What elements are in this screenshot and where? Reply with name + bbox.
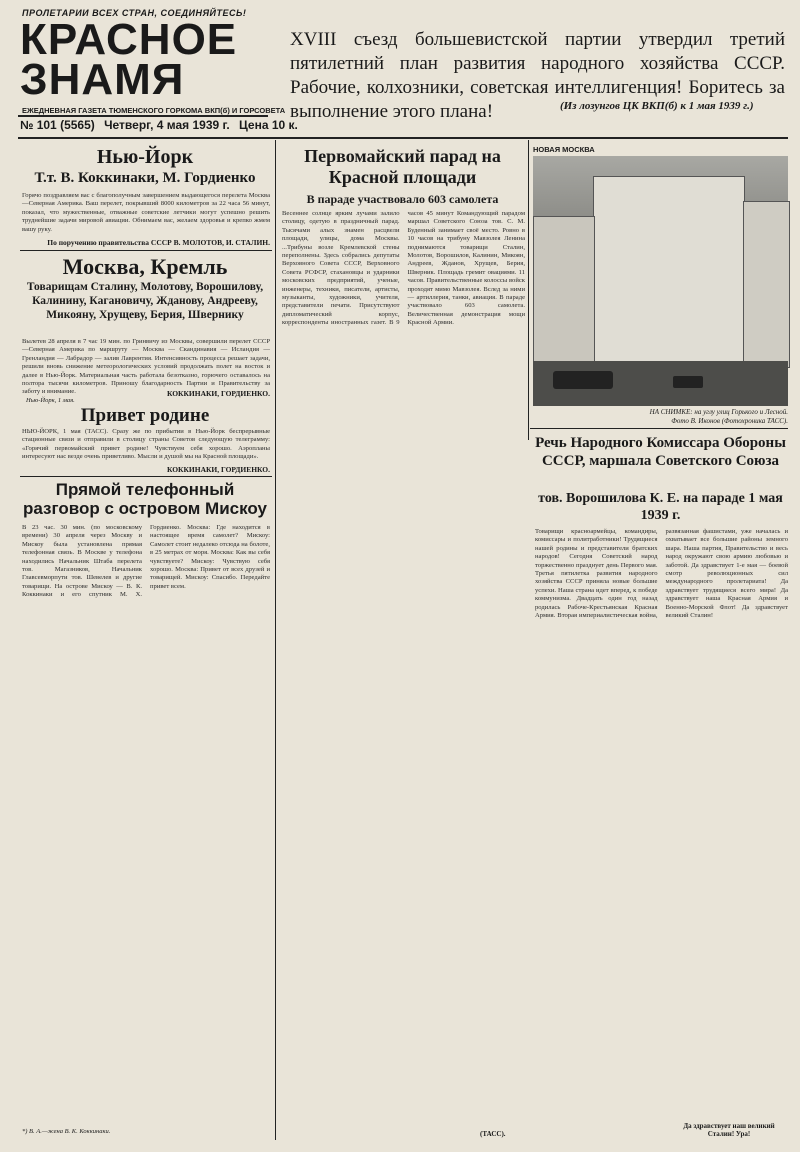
title-line-1: КРАСНОЕ (20, 15, 238, 64)
phone-talk-footnote: *) В. А.—жена В. К. Коккинаки. (22, 1128, 111, 1135)
divider (530, 428, 788, 429)
photo-building (533, 216, 595, 368)
telegram-ny-body: Горячо поздравляем вас с благополучным завершением выдающегося перелета Москва—Северная Америка. Ваш перелет, покрывший 8000 километров за 22 часа 56 минут, показал, что мужественные, отважные советские летчики могут успешно решить труднейшие задачи мировой авиации. Обнимаем вас, желаем здоровья и крепко жмем вашу руку. (22, 192, 270, 233)
front-slogan: XVIII съезд большевистской партии утвердил третий пятилетний план развития народного хозяйства СССР. Рабочие, колхозники, советская интеллигенция! Боритесь за выполнение этого плана! (290, 29, 785, 122)
newspaper-subtitle: ЕЖЕДНЕВНАЯ ГАЗЕТА ТЮМЕНСКОГО ГОРКОМА ВКП(б) И ГОРСОВЕТА (22, 106, 286, 115)
divider (20, 476, 272, 477)
masthead-rule (18, 115, 268, 117)
telegram-moscow-signature: КОККИНАКИ, ГОРДИЕНКО. (166, 389, 270, 398)
photo-credit: Фото В. Иконов (Фотохроника ТАСС). (671, 417, 788, 425)
telegram-ny-signature: По поручению правительства СССР В. МОЛОТОВ, И. СТАЛИН. (47, 238, 270, 247)
motto: ПРОЛЕТАРИИ ВСЕХ СТРАН, СОЕДИНЯЙТЕСЬ! (22, 8, 247, 18)
telegram-moscow-dateline: Нью-Йорк, 1 мая. (26, 397, 75, 404)
parade-body: Весеннее солнце ярким лучами залило столицу, одетую в праздничный парад. Тысячами алых знамен расцвели площади, улицы, дома Москвы. ...Трибуны возле Кремлевской стены переполнены. Здесь собрались депутаты Верховного Совета СССР, Верховного Совета РСФСР, стахановцы и ударники московских предприятий, ученые, инженеры, техники, писатели, артисты, музыканты, художники, учителя, представители печати. Присутствуют дипломатический корпус, корреспонденты иностранных газет. В 9 часов 45 минут Командующий парадом маршал Советского Союза тов. С. М. Буденный занимает своё место. Ровно в 10 часов на трибуну Мавзолея Ленина поднимаются товарищи Сталин, Молотов, Ворошилов, Калинин, Микоян, Андреев, Жданов, Хрущев, Берия, Шверник. Площадь гремит овациями. 11 часов. Правительственные колоссы войск проходят мимо Мавзолея. Вслед за ними — артиллерия, танки, авиация. В параде участвовало 603 самолета. Величественная демонстрация мощи Красной Армии. (282, 210, 525, 327)
phone-talk-body: В 23 час. 30 мин. (по московскому времени) 30 апреля через Москву и Мискоу была установлена прямая телефонная связь. В Москве у телефона находились Начальник Штаба перелета тов. Магазников, Начальник Главсевморпути тов. Шевелев и другие товарищи. На острове Мискоу — В. К. Коккинаки и его спутник М. Х. Гордиенко. Москва: Где находится в настоящее время самолет? Мискоу: Самолет стоит недалеко отсюда на болоте, в 25 метрах от моря. Москва: Как вы себя чувствуете? Мискоу: Чувствую себя хорошо. Москва: Привет от всех друзей и товарищей. Мискоу: Спасибо. Передайте привет всем. (22, 524, 270, 599)
telegram-moscow-heading: Москва, Кремль (62, 254, 228, 279)
photo-building (743, 201, 790, 368)
greeting-heading: Привет родине (80, 405, 210, 426)
telegram-ny-addressees: Т.т. В. Коккинаки, М. Гордиенко (34, 170, 256, 186)
greeting-body: НЬЮ-ЙОРК, 1 мая (ТАСС). Сразу же по прибытии в Нью-Йорк беспрерывные стационные связи и отправили в столицу страны Советов следующую телеграмму: «Горячий первомайский привет родине! Чувствуем себя хорошо. Аэропланы интересуют нас везде очень приветливо. Мысли и душой мы на Красной площади». (22, 428, 270, 461)
slogan-source: (Из лозунгов ЦК ВКП(б) к 1 мая 1939 г.) (560, 100, 754, 112)
phone-talk-heading: Прямой телефонный разговор с островом Мискоу (23, 480, 267, 518)
title-line-2: ЗНАМЯ (20, 55, 185, 104)
column-rule (528, 140, 529, 440)
telegram-ny-heading: Нью-Йорк (96, 146, 194, 168)
parade-tass: (ТАСС). (480, 1130, 506, 1138)
newspaper-title (20, 15, 260, 104)
column-rule (275, 140, 276, 1140)
issue-number: № 101 (5565) (20, 118, 95, 132)
speech-body: Товарищи красноармейцы, командиры, комиссары и политработники! Трудящиеся нашей родины и представители братских народов! Сегодня Советский народ торжественно празднует день Первого мая. Третья пятилетка развития народного хозяйства СССР приняла новые большие успехи. Наша страна идет вперед, к победе коммунизма. Двадцать один год назад родилась Рабоче-Крестьянская Красная Армия. Вторая империалистическая война, развязанная фашистами, уже началась и охватывает все большие районы земного шара. Наша партия, Правительство и весь народ окружают свою армию любовью и заботой. Да здравствует 1-е мая — боевой смотр революционных сил международного пролетариата! Да здравствует трудящиеся всего мира! Да здравствует наша Красная Армия и Военно-Морской Флот! Да здравствует великий Сталин! (535, 528, 788, 620)
issue-info (20, 118, 304, 132)
photo-caption: НА СНИМКЕ: на углу улиц Горького и Лесной. (649, 408, 788, 416)
photo-bus (553, 371, 613, 389)
photo-header: НОВАЯ МОСКВА (533, 145, 595, 154)
telegram-moscow-body: Вылетев 28 апреля в 7 час 19 мин. по Гринвичу из Москвы, совершили перелет СССР—Северная Америка по маршруту — Москва — Скандинавия — Исландия — Гренландия — Лабрадор — залив Лаврентия. Интенсивность процесса решает задачи, решили вновь снижение метеорологических условий продолжать полет на восток и далее в Нью-Йорк. Материальная часть работала безотказно, горючего оставалось на полтора тысячи километров. Приношу благодарность Партии и Правительству за заботу и внимание. (22, 338, 270, 396)
parade-subheading: В параде участвовало 603 самолета (306, 192, 499, 206)
parade-heading: Первомайский парад на Красной площади (304, 146, 501, 187)
telegram-moscow-addressees: Товарищам Сталину, Молотову, Ворошилову, Калинину, Кагановичу, Жданову, Андрееву, Микояну, Хрущеву, Берия, Швернику (26, 281, 264, 321)
photo-building (593, 176, 745, 368)
speech-closing: Да здравствует наш великий Сталин! Ура! (683, 1122, 775, 1138)
speech-heading: Речь Народного Комиссара Обороны СССР, маршала Советского Союза (535, 435, 786, 469)
greeting-signature: КОККИНАКИ, ГОРДИЕНКО. (166, 465, 270, 474)
header-rule (18, 137, 788, 139)
speech-subheading: тов. Ворошилова К. Е. на параде 1 мая 1939 г. (538, 491, 783, 523)
photo-car (673, 376, 703, 388)
issue-date: Четверг, 4 мая 1939 г. (104, 118, 230, 132)
issue-price: Цена 10 к. (239, 118, 298, 132)
new-moscow-photo (533, 156, 788, 406)
divider (20, 250, 272, 251)
